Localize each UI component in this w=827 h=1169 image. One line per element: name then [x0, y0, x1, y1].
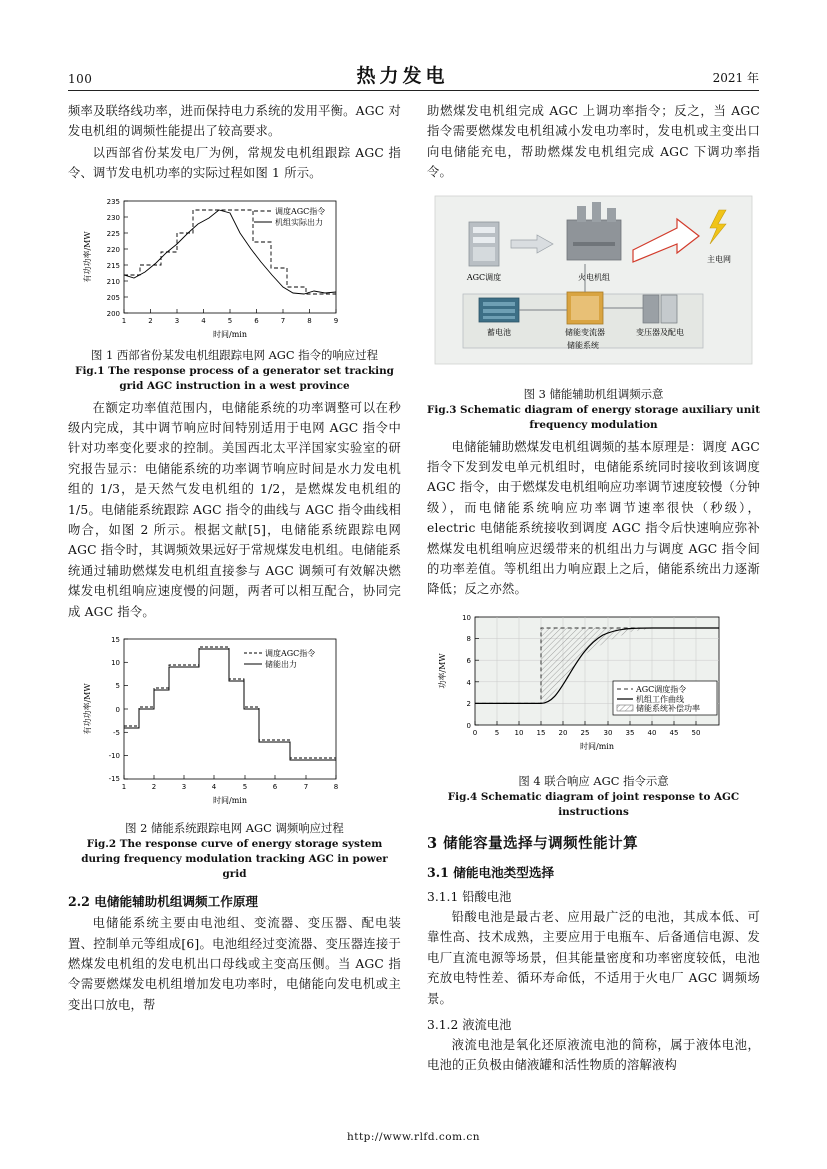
- svg-text:9: 9: [333, 316, 339, 325]
- figure-1: [68, 193, 401, 394]
- svg-text:50: 50: [691, 728, 701, 737]
- svg-text:200: 200: [106, 309, 120, 318]
- svg-text:40: 40: [647, 728, 657, 737]
- paragraph: 电储能系统主要由电池组、变流器、变压器、配电装置、控制单元等组成[6]。电池组经过变流器、变压器连接于燃煤发电机组的发电机出口母线或主变高压侧。当 AGC 指令需要燃煤发电机组增加发电功率时，电储能向发电机或主变出口放电，帮: [68, 916, 401, 1012]
- figure-2-caption: [68, 821, 401, 882]
- svg-text:10: 10: [514, 728, 524, 737]
- figure-4: [427, 609, 760, 820]
- svg-text:220: 220: [106, 245, 120, 254]
- svg-text:20: 20: [558, 728, 568, 737]
- left-column: [68, 101, 401, 1077]
- svg-text:0: 0: [115, 706, 120, 715]
- svg-text:35: 35: [625, 728, 635, 737]
- svg-text:30: 30: [603, 728, 613, 737]
- svg-text:45: 45: [669, 728, 679, 737]
- svg-text:6: 6: [254, 316, 259, 325]
- figure-2: [68, 631, 401, 882]
- figure-4-caption: [427, 774, 760, 820]
- paragraph: 以西部省份某发电厂为例，常规发电机组跟踪 AGC 指令、调节发电机功率的实际过程如图 1 所示。: [68, 145, 401, 181]
- svg-text:7: 7: [280, 316, 286, 325]
- figure-1-chart: [68, 193, 401, 343]
- figure-4-ylabel: 功率/MW: [438, 653, 447, 689]
- svg-text:0: 0: [472, 728, 478, 737]
- figure-4-chart: [427, 609, 760, 769]
- journal-title: 热力发电: [356, 65, 449, 87]
- svg-text:2: 2: [466, 699, 471, 708]
- page-number: 100: [68, 72, 93, 86]
- svg-text:4: 4: [201, 316, 206, 325]
- svg-text:调度AGC指令: 调度AGC指令: [265, 649, 316, 659]
- svg-text:10: 10: [111, 659, 120, 668]
- svg-text:10: 10: [462, 613, 471, 622]
- svg-text:机组实际出力: 机组实际出力: [275, 217, 323, 227]
- svg-text:2: 2: [148, 316, 153, 325]
- svg-text:-5: -5: [113, 729, 120, 738]
- section-heading-3-1-1: 3.1.1 铅酸电池: [427, 889, 512, 904]
- section-heading-3: 3 储能容量选择与调频性能计算: [427, 834, 639, 852]
- figure-4-xlabel: 时间/min: [580, 741, 614, 751]
- svg-text:25: 25: [580, 728, 590, 737]
- figure-4-caption-cn: 图 4 联合响应 AGC 指令示意: [518, 773, 669, 788]
- paragraph: 频率及联络线功率，进而保持电力系统的发用平衡。AGC 对发电机组的调频性能提出了较高要求。: [68, 104, 401, 139]
- svg-text:8: 8: [333, 783, 339, 792]
- svg-text:7: 7: [303, 783, 309, 792]
- svg-text:15: 15: [536, 728, 546, 737]
- svg-text:储能出力: 储能出力: [265, 660, 297, 670]
- svg-text:225: 225: [106, 229, 120, 238]
- svg-text:3: 3: [174, 316, 180, 325]
- svg-text:235: 235: [106, 197, 120, 206]
- svg-text:-15: -15: [108, 775, 120, 784]
- svg-text:-10: -10: [108, 752, 120, 761]
- svg-text:5: 5: [227, 316, 233, 325]
- converter-icon: [567, 292, 603, 324]
- paragraph: 在额定功率值范围内，电储能系统的功率调整可以在秒级内完成，其中调节响应时间特别适用于电网 AGC 指令中针对功率变化要求的控制。美国西北太平洋国家实验室的研究报告显示：电储能系统的功率调节响应时间是水力发电机组的 1/3，是天然气发电机组的 1/2，是燃煤发电机组的 1/5。电储能系统跟踪 AGC 指令的曲线与 AGC 指令曲线相吻合，如图 2 所示。根据文献[5]，电储能系统跟踪电网 AGC 指令时，其调频效果远好于常规煤发电机组。电储能系统通过辅助燃煤发电机组直接参与 AGC 调频可有效解决燃煤发电机组响应速度慢的问题，两者可以相互配合，协同完成 AGC 指令。: [68, 400, 401, 619]
- figure-3-label-plant: 火电机组: [578, 272, 610, 282]
- section-heading-3-1: 3.1 储能电池类型选择: [427, 864, 555, 880]
- svg-text:8: 8: [307, 316, 312, 325]
- agc-server-icon: [469, 222, 499, 266]
- paragraph: 铅酸电池是最古老、应用最广泛的电池，其成本低、可靠性高、技术成熟，主要应用于电瓶车、后备通信电源、发电厂直流电源等场景，但其能量密度和功率密度较低，电池充放电特性差、循环寿命低，不适用于火电厂 AGC 调频场景。: [427, 909, 760, 1006]
- svg-text:0: 0: [466, 721, 471, 730]
- figure-2-ylabel: 有功功率/MW: [83, 683, 92, 735]
- figure-2-chart: [68, 631, 401, 816]
- svg-text:5: 5: [494, 728, 500, 737]
- svg-text:15: 15: [111, 636, 120, 645]
- figure-3-caption-cn: 图 3 储能辅助机组调频示意: [523, 386, 664, 401]
- svg-text:2: 2: [151, 783, 157, 792]
- svg-text:6: 6: [272, 783, 278, 792]
- figure-3-label-agc: AGC调度: [466, 272, 502, 282]
- paragraph: 电储能辅助燃煤发电机组调频的基本原理是：调度 AGC 指令下发到发电单元机组时，电储能系统同时接收到该调度 AGC 指令，由于燃煤发电机组响应功率调节速度较慢（分钟级），而电储能系统响应功率调节速率很快（秒级），electric 电储能系统接收到调度 AGC 指令后快速响应弥补燃煤发电机组响应迟缓带来的机组出力与调度 AGC 指令间的功率差值。等机组出力响应跟上之后，储能系统出力逐渐降低；反之亦然。: [427, 439, 760, 597]
- section-heading-2-2: 2.2 电储能辅助机组调频工作原理: [68, 894, 259, 910]
- svg-text:4: 4: [466, 678, 471, 687]
- svg-text:1: 1: [121, 783, 127, 792]
- battery-icon: [479, 298, 519, 322]
- figure-3: [427, 192, 760, 433]
- figure-3-label-storage-system: 储能系统: [567, 340, 599, 350]
- figure-2-caption-en: Fig.2 The response curve of energy storage system during frequency modulation tracking AGC in power grid: [81, 838, 388, 881]
- figure-3-label-transformer: 变压器及配电: [636, 327, 684, 337]
- figure-1-caption: [68, 348, 401, 394]
- svg-text:230: 230: [106, 213, 120, 222]
- figure-1-caption-en: Fig.1 The response process of a generator set tracking grid AGC instruction in a west province: [75, 364, 394, 392]
- svg-text:AGC调度指令: AGC调度指令: [636, 684, 687, 694]
- footer-url[interactable]: http://www.rlfd.com.cn: [346, 1131, 481, 1143]
- figure-2-xlabel: 时间/min: [213, 796, 247, 806]
- svg-text:6: 6: [466, 656, 471, 665]
- figure-1-ylabel: 有功功率/MW: [83, 231, 92, 283]
- svg-text:205: 205: [106, 293, 120, 302]
- svg-text:5: 5: [242, 783, 248, 792]
- figure-2-caption-cn: 图 2 储能系统跟踪电网 AGC 调频响应过程: [125, 821, 344, 836]
- figure-1-caption-cn: 图 1 西部省份某发电机组跟踪电网 AGC 指令的响应过程: [91, 347, 378, 362]
- figure-3-caption-en: Fig.3 Schematic diagram of energy storage auxiliary unit frequency modulation: [427, 403, 761, 431]
- svg-text:8: 8: [466, 634, 471, 643]
- svg-text:调度AGC指令: 调度AGC指令: [275, 206, 326, 216]
- figure-3-label-grid: 主电网: [707, 254, 731, 264]
- svg-text:5: 5: [115, 682, 120, 691]
- paragraph: 助燃煤发电机组完成 AGC 上调功率指令；反之，当 AGC 指令需要燃煤发电机组减小发电功率时，发电机或主变出口向电储能充电，帮助燃煤发电机组完成 AGC 下调功率指令。: [427, 104, 760, 180]
- figure-3-label-converter: 储能变流器: [565, 327, 605, 337]
- figure-3-caption: [427, 387, 760, 433]
- figure-1-xlabel: 时间/min: [213, 329, 247, 339]
- page-header: [68, 56, 759, 91]
- svg-text:3: 3: [181, 783, 187, 792]
- figure-3-diagram: [427, 192, 760, 382]
- svg-text:机组工作曲线: 机组工作曲线: [636, 694, 684, 704]
- svg-text:储能系统补偿功率: 储能系统补偿功率: [636, 703, 700, 713]
- svg-text:4: 4: [211, 783, 217, 792]
- figure-3-label-battery: 蓄电池: [487, 327, 511, 337]
- figure-4-legend: [613, 681, 717, 715]
- two-column-body: [68, 101, 759, 1077]
- svg-text:210: 210: [106, 277, 120, 286]
- right-column: [427, 101, 760, 1077]
- paragraph: 液流电池是氧化还原液流电池的简称，属于液体电池，电池的正负极由储液罐和活性物质的溶解液构: [427, 1037, 760, 1073]
- svg-text:215: 215: [106, 261, 120, 270]
- section-heading-3-1-2: 3.1.2 液流电池: [427, 1017, 512, 1032]
- figure-4-caption-en: Fig.4 Schematic diagram of joint response to AGC instructions: [447, 790, 740, 818]
- svg-text:1: 1: [121, 316, 127, 325]
- page-year: 2021 年: [712, 71, 759, 85]
